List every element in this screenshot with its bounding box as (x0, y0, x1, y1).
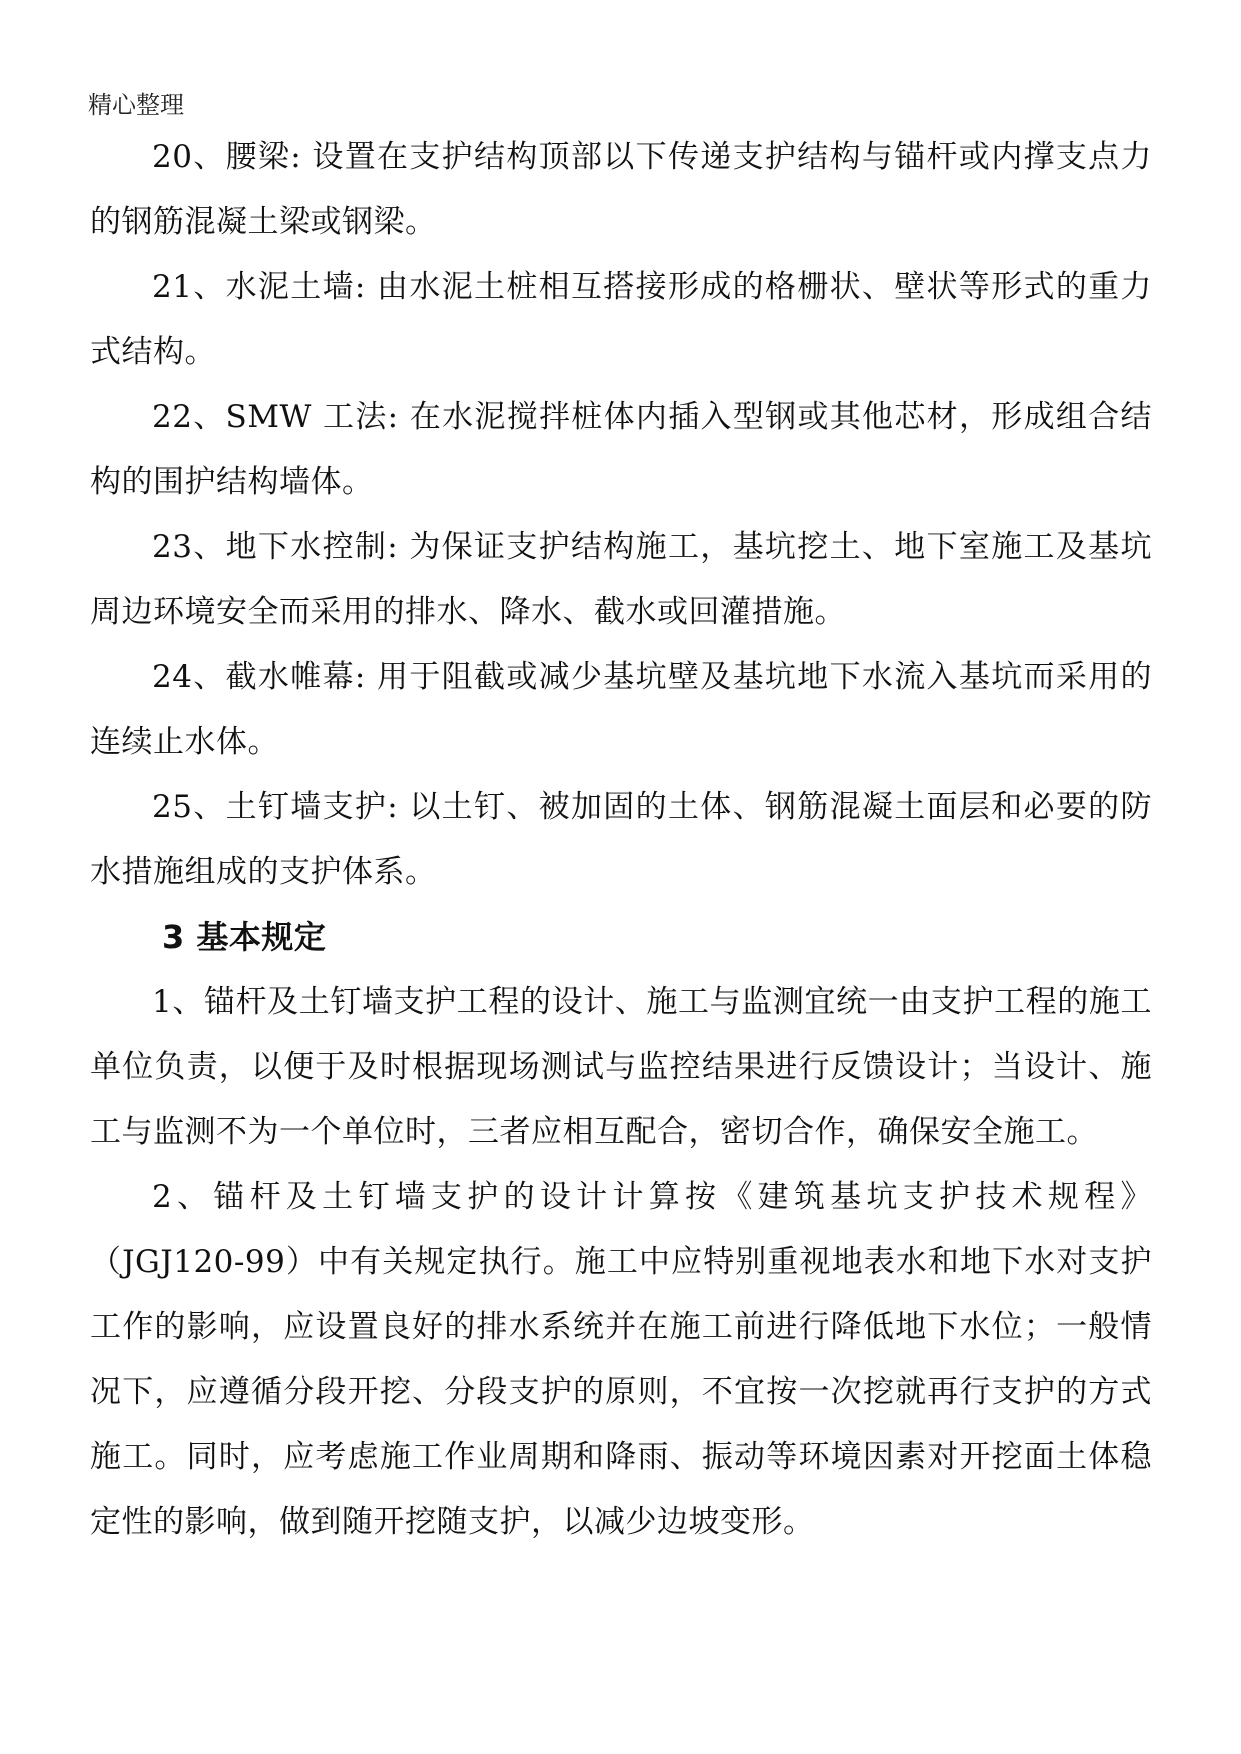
definition-22: 22、SMW 工法: 在水泥搅拌桩体内插入型钢或其他芯材，形成组合结构的围护结构墙体。 (90, 399, 1152, 500)
definition-23: 23、地下水控制: 为保证支护结构施工，基坑挖土、地下室施工及基坑周边环境安全而采用的排水、降水、截水或回灌措施。 (90, 529, 1152, 630)
definition-21: 21、水泥土墙: 由水泥土桩相互搭接形成的格栅状、壁状等形式的重力式结构。 (90, 269, 1152, 370)
definition-25: 25、土钉墙支护: 以土钉、被加固的土体、钢筋混凝土面层和必要的防水措施组成的支护体系。 (90, 789, 1152, 890)
section-heading: 3 基本规定 (162, 918, 327, 956)
definition-24: 24、截水帷幕: 用于阻截或减少基坑壁及基坑地下水流入基坑而采用的连续止水体。 (90, 659, 1152, 760)
page-header: 精心整理 (88, 91, 184, 119)
section-paragraph-1: 1、锚杆及土钉墙支护工程的设计、施工与监测宜统一由支护工程的施工单位负责，以便于及时根据现场测试与监控结果进行反馈设计；当设计、施工与监测不为一个单位时，三者应相互配合，密切合作，确保安全施工。 (90, 984, 1152, 1150)
section-paragraph-2: 2、锚杆及土钉墙支护的设计计算按《建筑基坑支护技术规程》（JGJ120-99）中有关规定执行。施工中应特别重视地表水和地下水对支护工作的影响，应设置良好的排水系统并在施工前进行降低地下水位；一般情况下，应遵循分段开挖、分段支护的原则，不宜按一次挖就再行支护的方式施工。同时，应考虑施工作业周期和降雨、振动等环境因素对开挖面土体稳定性的影响，做到随开挖随支护，以减少边坡变形。 (90, 1179, 1152, 1540)
document-body (90, 125, 1152, 1555)
definition-20: 20、腰梁: 设置在支护结构顶部以下传递支护结构与锚杆或内撑支点力的钢筋混凝土梁或钢梁。 (90, 139, 1152, 240)
